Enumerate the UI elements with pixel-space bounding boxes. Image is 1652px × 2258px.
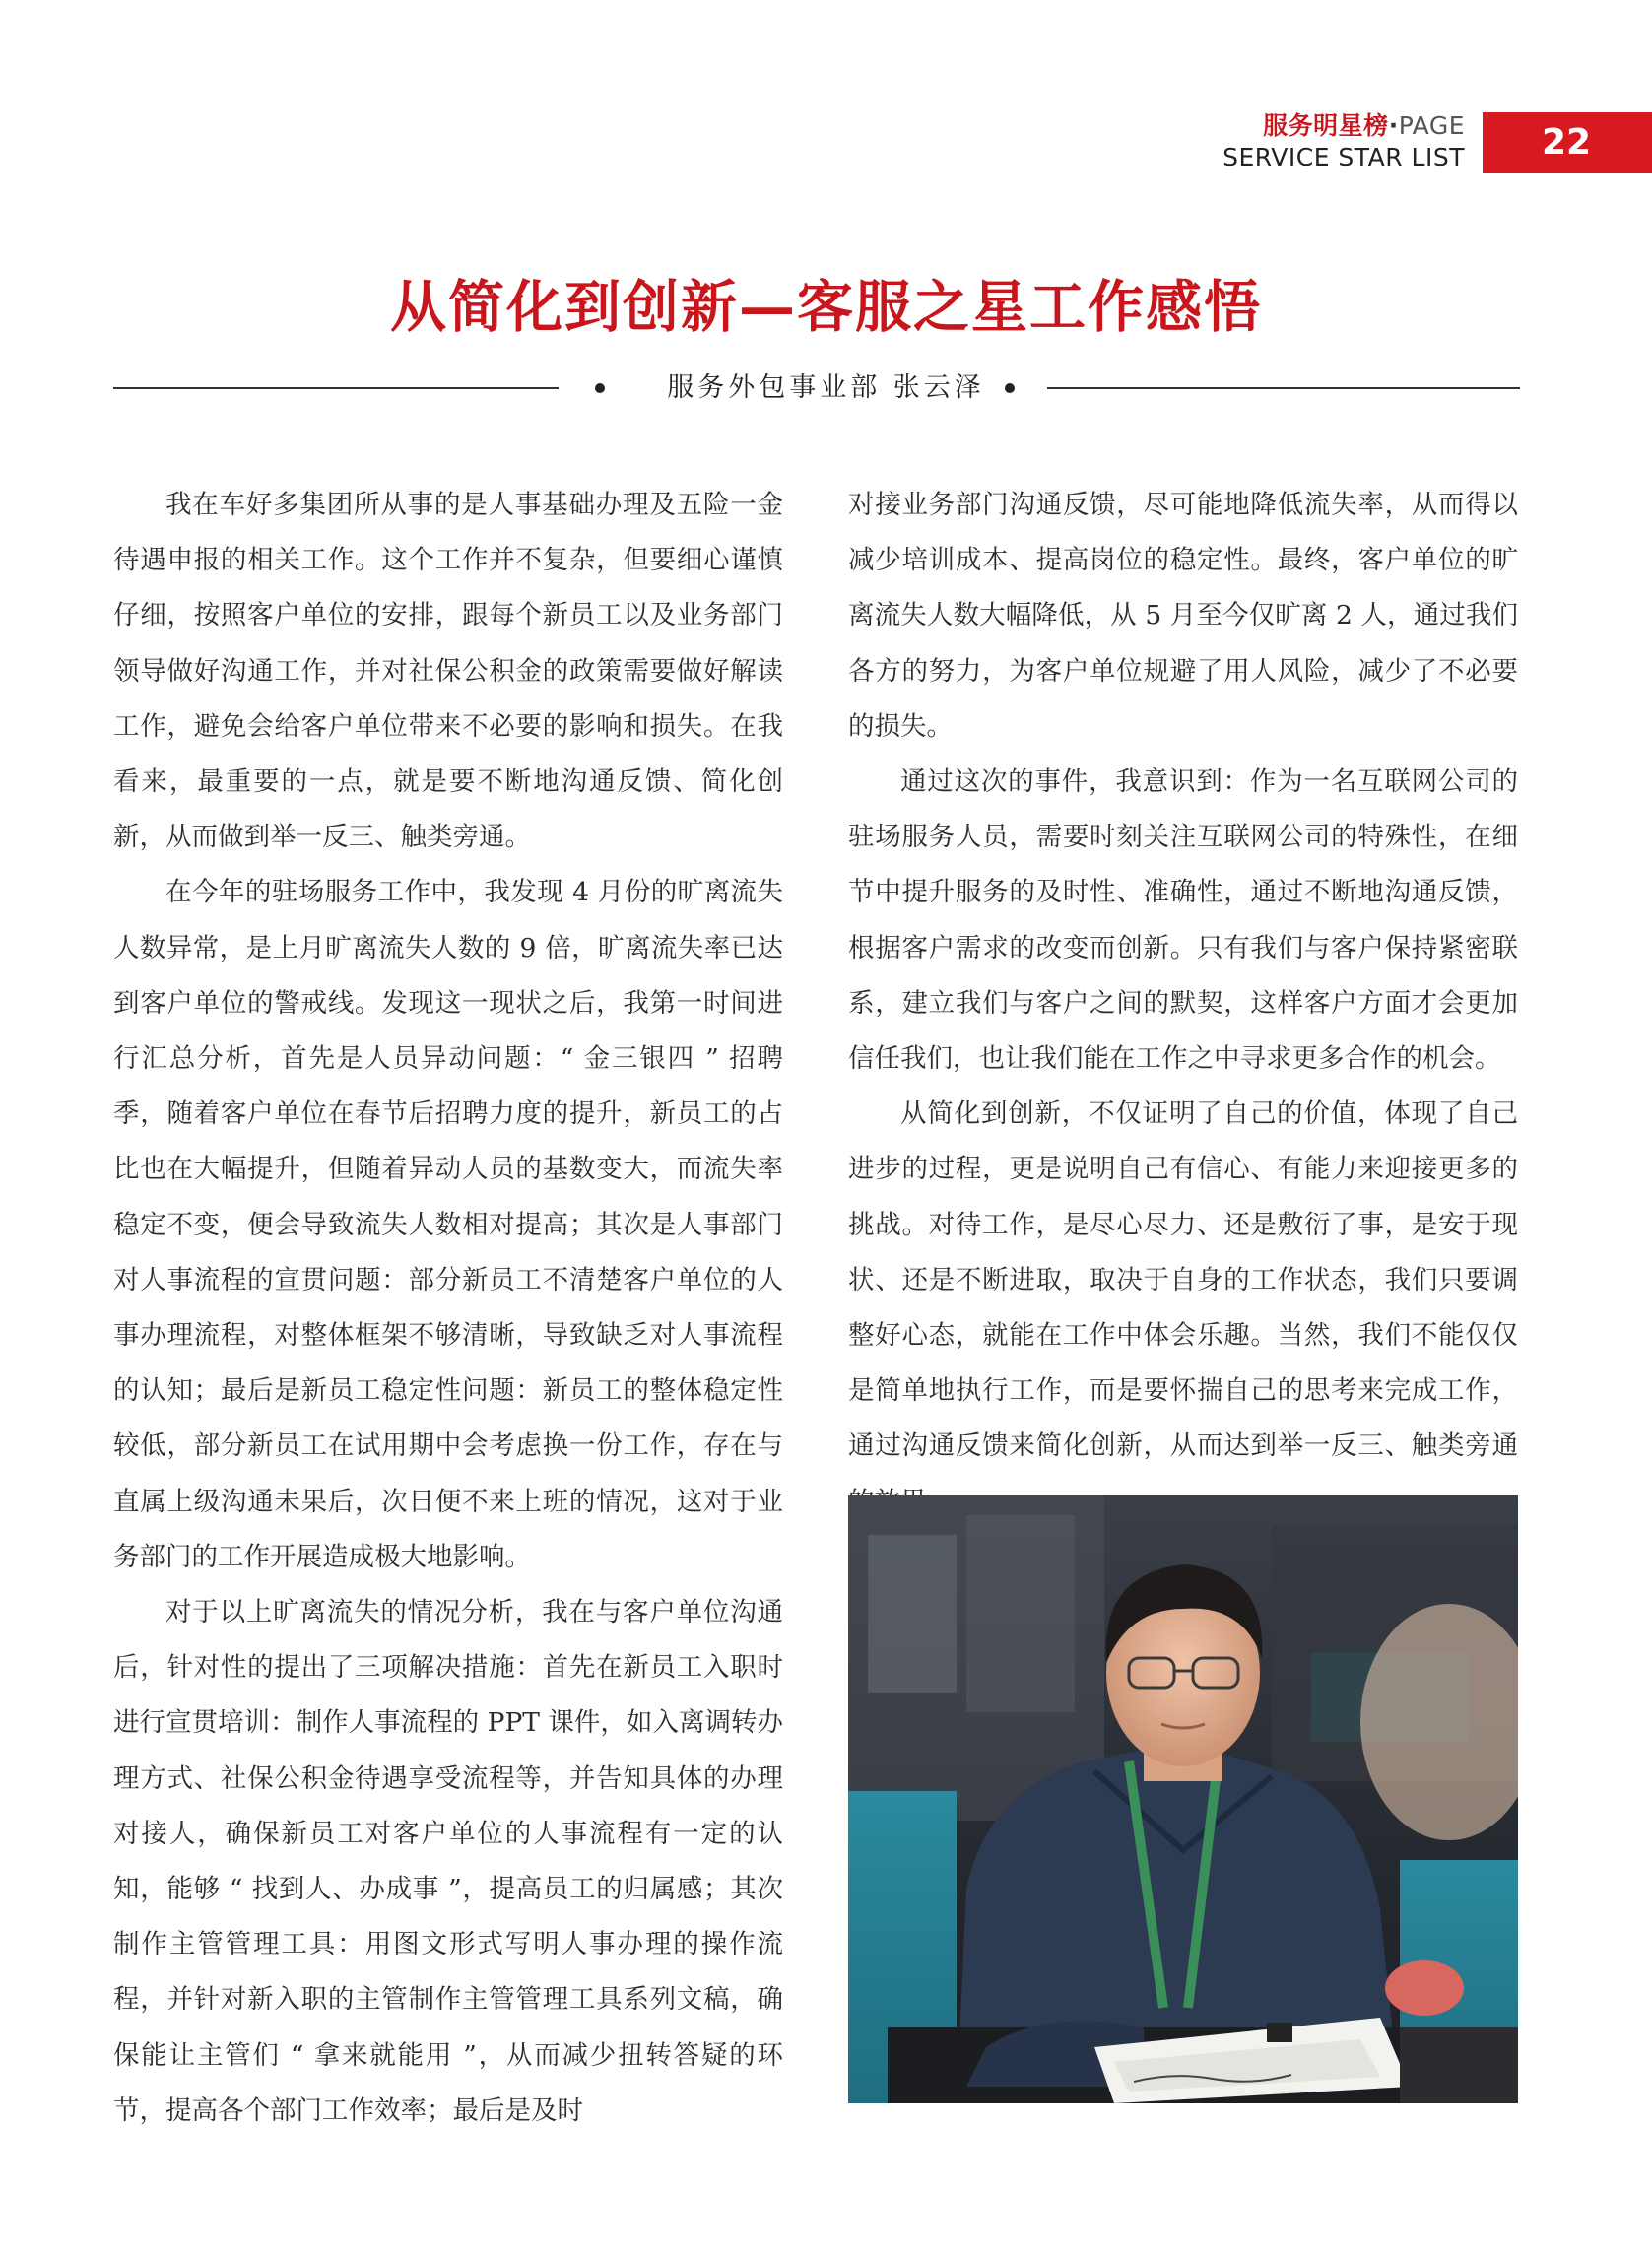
author-photo-illustration [848,1495,1518,2103]
right-column [848,478,1518,1530]
left-column [113,478,783,2139]
running-header [1222,110,1465,173]
header-separator-dot: · [1388,111,1399,140]
page-word: PAGE [1398,111,1465,140]
paragraph: 我在车好多集团所从事的是人事基础办理及五险一金待遇申报的相关工作。这个工作并不复杂，但要细心谨慎仔细，按照客户单位的安排，跟每个新员工以及业务部门领导做好沟通工作，并对社保公积金的政策需要做好解读工作，避免会给客户单位带来不必要的影响和损失。在我看来，最重要的一点，就是要不断地沟通反馈、简化创新，从而做到举一反三、触类旁通。 [113,490,783,853]
author-photo [848,1495,1518,2103]
section-name-cn: 服务明星榜 [1263,111,1389,140]
paragraph: 对于以上旷离流失的情况分析，我在与客户单位沟通后，针对性的提出了三项解决措施：首先在新员工入职时进行宣贯培训：制作人事流程的 PPT 课件，如入离调转办理方式、社保公积金待遇享受流程等，并告知具体的办理对接人，确保新员工对客户单位的人事流程有一定的认知，能够 “ 找到人、办成事 ”，提高员工的归属感；其次制作主管管理工具：用图文形式写明人事办理的操作流程，并针对新入职的主管制作主管管理工具系列文稿，确保能让主管们 “ 拿来就能用 ”，从而减少扭转答疑的环节，提高各个部门工作效率；最后是及时 [113,1597,783,2126]
paragraph-continued: 对接业务部门沟通反馈，尽可能地降低流失率，从而得以减少培训成本、提高岗位的稳定性。最终，客户单位的旷离流失人数大幅降低，从 5 月至今仅旷离 2 人，通过我们各方的努力，为客户单位规避了用人风险，减少了不必要的损失。 [848,490,1518,742]
page-number-badge [1483,112,1652,173]
article-byline: 服务外包事业部 张云泽 [667,372,985,403]
section-name-en: SERVICE STAR LIST [1222,143,1465,171]
article-title: 从简化到创新—客服之星工作感悟 [390,274,1262,340]
paragraph: 从简化到创新，不仅证明了自己的价值，体现了自己进步的过程，更是说明自己有信心、有能力来迎接更多的挑战。对待工作，是尽心尽力、还是敷衍了事，是安于现状、还是不断进取，取决于自身的工作状态，我们只要调整好心态，就能在工作中体会乐趣。当然，我们不能仅仅是简单地执行工作，而是要怀揣自己的思考来完成工作，通过沟通反馈来简化创新，从而达到举一反三、触类旁通 [848,1098,1518,1462]
paragraph: 在今年的驻场服务工作中，我发现 4 月份的旷离流失人数异常，是上月旷离流失人数的 9 倍，旷离流失率已达到客户单位的警戒线。发现这一现状之后，我第一时间进行汇总分析，首先是人员异动问题：“ 金三银四 ” 招聘季，随着客户单位在春节后招聘力度的提升，新员工的占比也在大幅提升，但随着异动人员的基数变大，而流失率稳定不变，便会导致流失人数相对提高；其次是人事部门对人事流程的宣贯问题：部分新员工不清楚客户单位的人事办理流程，对整体框架不够清晰，导致缺乏对人事流程的认知；最后是新员工稳定性问题：新员工的整体稳定性较低，部分新员工在试用期中会考虑换一份工作，存在与直属上级沟通未果后，次日便不来上班的情况，这对于业务部门的工作开展造成极大地影响。 [113,877,783,1572]
page-number: 22 [1542,122,1592,163]
paragraph: 通过这次的事件，我意识到：作为一名互联网公司的驻场服务人员，需要时刻关注互联网公司的特殊性，在细节中提升服务的及时性、准确性，通过不断地沟通反馈，根据客户需求的改变而创新。只有我们与客户保持紧密联系，建立我们与客户之间的默契，这样客户方面才会更加信任我们，也让我们能在工作之中寻求更多合作的机会。 [848,766,1518,1075]
byline-bullet-right [1005,383,1015,393]
running-header-line1 [1222,110,1465,142]
byline-rule-right [1047,387,1520,389]
